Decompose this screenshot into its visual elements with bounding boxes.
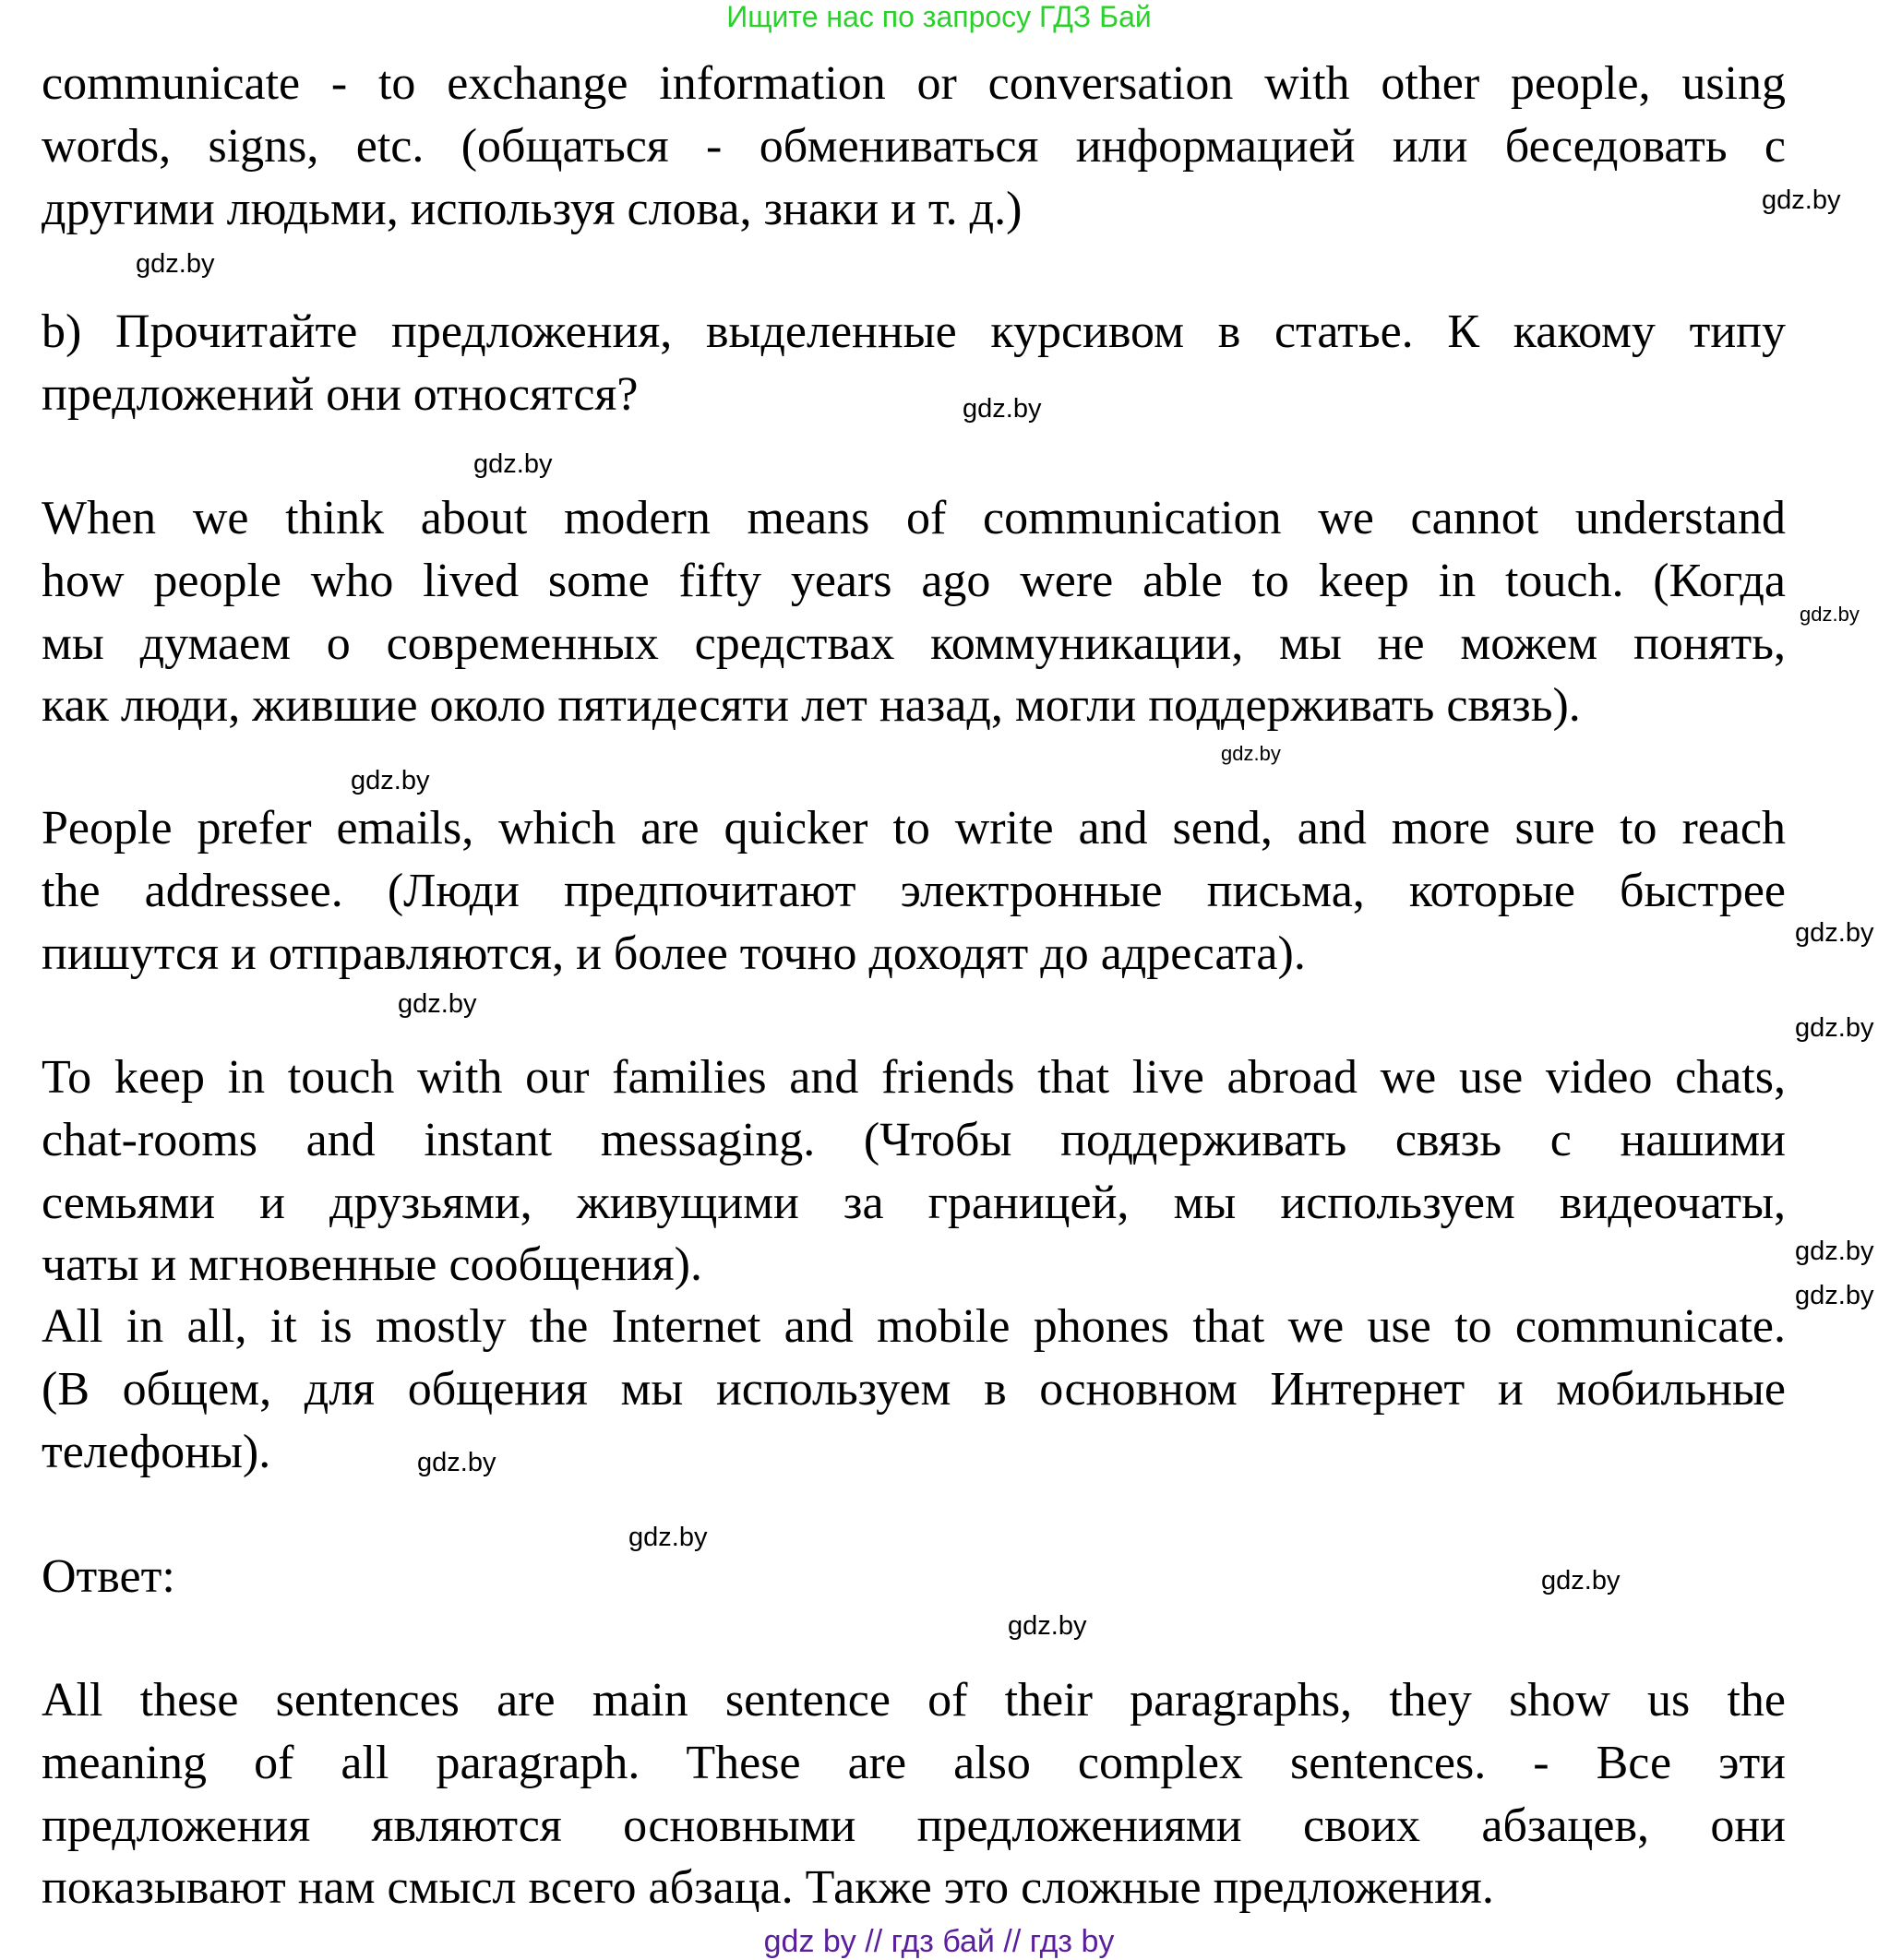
watermark: gdz.by — [473, 449, 553, 479]
text-line: chat-rooms and instant messaging. (Чтобы поддерживать связь с нашими — [42, 1113, 1786, 1166]
text-line: When we think about modern means of communication we cannot understand — [42, 492, 1786, 544]
watermark: gdz.by — [963, 394, 1042, 424]
paragraph-answer-label — [42, 1546, 1786, 1608]
paragraph-sentence-1 — [42, 487, 1786, 737]
watermark: gdz.by — [351, 766, 430, 795]
text-line: To keep in touch with our families and friends that live abroad we use video chats, — [42, 1051, 1786, 1104]
paragraph-definition — [42, 53, 1786, 240]
text-line: words, signs, etc. (общаться - обмениваться информацией или беседовать с — [42, 119, 1786, 173]
text-line: как люди, жившие около пятидесяти лет назад, могли поддерживать связь). — [42, 679, 1581, 733]
text-line: Ответ: — [42, 1550, 175, 1603]
paragraph-task-b — [42, 301, 1786, 426]
text-line: the addressee. (Люди предпочитают электронные письма, которые быстрее — [42, 864, 1786, 917]
text-line: meaning of all paragraph. These are also complex sentences. - Все эти — [42, 1736, 1786, 1789]
watermark: gdz.by — [1795, 1237, 1874, 1266]
text-line: показывают нам смысл всего абзаца. Также это сложные предложения. — [42, 1861, 1494, 1915]
text-line: телефоны). — [42, 1425, 271, 1478]
text-line: People prefer emails, which are quicker to write and send, and more sure to reach — [42, 802, 1786, 855]
text-line: All in all, it is mostly the Internet and mobile phones that we use to communicate. — [42, 1300, 1786, 1353]
watermark: gdz.by — [1008, 1611, 1087, 1641]
watermark: gdz.by — [417, 1448, 496, 1477]
text-line: b) Прочитайте предложения, выделенные курсивом в статье. К какому типу — [42, 305, 1786, 358]
text-line: предложения являются основными предложениями своих абзацев, они — [42, 1799, 1786, 1852]
text-line: communicate - to exchange information or conversation with other people, using — [42, 57, 1786, 110]
watermark: gdz.by — [628, 1523, 708, 1552]
text-line: (В общем, для общения мы используем в основном Интернет и мобильные — [42, 1362, 1786, 1416]
text-line: мы думаем о современных средствах коммуникации, мы не можем понять, — [42, 616, 1786, 670]
paragraph-sentence-4 — [42, 1296, 1786, 1483]
paragraph-sentence-3 — [42, 1046, 1786, 1297]
text-line: All these sentences are main sentence of their paragraphs, they show us the — [42, 1674, 1786, 1727]
watermark: gdz.by — [1762, 185, 1841, 215]
paragraph-answer — [42, 1669, 1786, 1919]
text-line: пишутся и отправляются, и более точно доходят до адресата). — [42, 926, 1306, 980]
watermark: gdz.by — [1221, 742, 1281, 765]
watermark: gdz.by — [136, 249, 215, 279]
watermark: gdz.by — [1800, 603, 1860, 626]
text-line: другими людьми, используя слова, знаки и т. д.) — [42, 182, 1023, 235]
watermark: gdz.by — [1541, 1566, 1621, 1595]
watermark: gdz.by — [1795, 1281, 1874, 1310]
paragraph-sentence-2 — [42, 797, 1786, 985]
text-line: чаты и мгновенные сообщения). — [42, 1238, 702, 1292]
footer-watermark: gdz by // гдз бай // гдз by — [763, 1924, 1115, 1959]
watermark: gdz.by — [1795, 918, 1874, 948]
search-banner: Ищите нас по запросу ГДЗ Бай — [726, 0, 1152, 33]
text-line: предложений они относятся? — [42, 367, 639, 421]
text-line: семьями и друзьями, живущими за границей, мы используем видеочаты, — [42, 1176, 1786, 1229]
text-line: how people who lived some fifty years ago were able to keep in touch. (Когда — [42, 554, 1786, 607]
watermark: gdz.by — [1795, 1013, 1874, 1043]
watermark: gdz.by — [398, 989, 477, 1019]
